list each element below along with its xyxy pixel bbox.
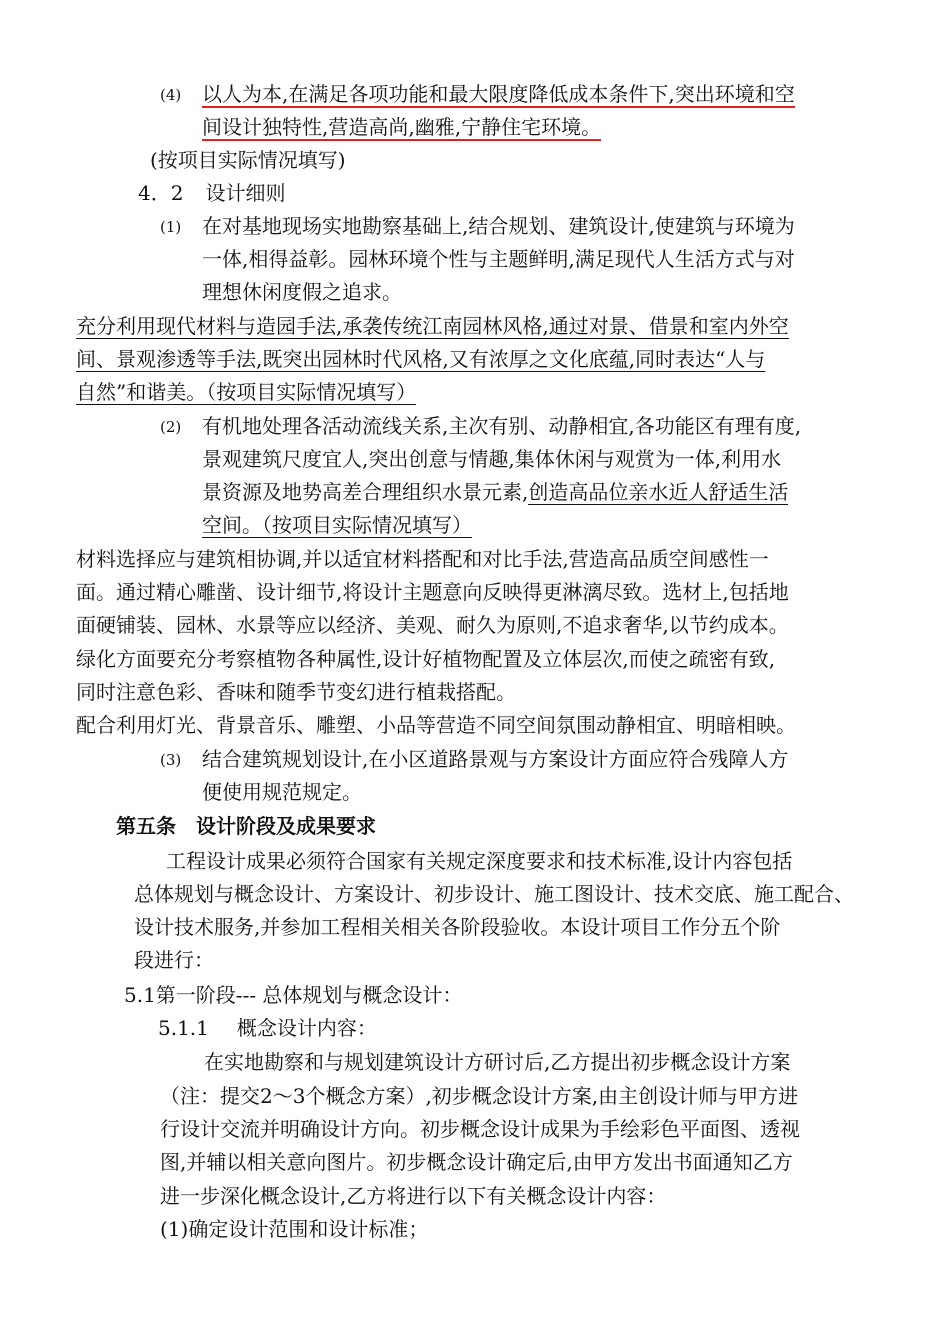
paragraph-line: 工程设计成果必须符合国家有关规定深度要求和技术标准,设计内容包括 bbox=[166, 849, 793, 873]
article-heading: 第五条 设计阶段及成果要求 bbox=[116, 814, 376, 838]
item-number: (4) bbox=[160, 86, 182, 104]
item-number: (3) bbox=[160, 751, 182, 769]
underlined-line: 空间。（按项目实际情况填写） bbox=[202, 513, 472, 537]
paragraph-line: 便使用规范规定。 bbox=[202, 780, 362, 804]
paragraph-line: 面。通过精心雕凿、设计细节,将设计主题意向反映得更淋漓尽致。选材上,包括地 bbox=[76, 580, 789, 604]
subsubsection-title: 概念设计内容： bbox=[236, 1016, 377, 1040]
paragraph-line: 行设计交流并明确设计方向。初步概念设计成果为手绘彩色平面图、透视 bbox=[160, 1117, 800, 1141]
section-heading bbox=[138, 178, 285, 208]
paragraph-line: （注：提交2～3个概念方案）,初步概念设计方案,由主创设计师与甲方进 bbox=[160, 1084, 799, 1108]
item-number: (2) bbox=[160, 418, 182, 436]
paragraph-line: 段进行： bbox=[134, 948, 214, 972]
paragraph-line: 景资源及地势高差合理组织水景元素,创造高品位亲水近人舒适生活 bbox=[202, 480, 789, 504]
paragraph-line: 理想休闲度假之追求。 bbox=[202, 280, 402, 304]
item-4-line: 以人为本,在满足各项功能和最大限度降低成本条件下,突出环境和空 bbox=[202, 82, 795, 106]
paragraph-line: 总体规划与概念设计、方案设计、初步设计、施工图设计、技术交底、施工配合、 bbox=[134, 882, 854, 906]
section-title: 设计细则 bbox=[205, 181, 286, 205]
underlined-line: 间、景观渗透等手法,既突出园林时代风格,又有浓厚之文化底蕴,同时表达“人与 bbox=[76, 347, 766, 371]
paragraph-line: 景观建筑尺度宜人,突出创意与情趣,集体休闲与观赏为一体,利用水 bbox=[202, 447, 782, 471]
paragraph-line: 设计技术服务,并参加工程相关相关各阶段验收。本设计项目工作分五个阶 bbox=[134, 915, 781, 939]
item-4-line: 间设计独特性,营造高尚,幽雅,宁静住宅环境。 bbox=[202, 115, 602, 139]
paragraph-line: 在对基地现场实地勘察基础上,结合规划、建筑设计,使建筑与环境为 bbox=[202, 214, 795, 238]
paragraph-line: 材料选择应与建筑相协调,并以适宜材料搭配和对比手法,营造高品质空间感性一 bbox=[76, 547, 769, 571]
paragraph-line: 结合建筑规划设计,在小区道路景观与方案设计方面应符合残障人方 bbox=[202, 747, 789, 771]
list-item: (1)确定设计范围和设计标准； bbox=[160, 1217, 429, 1241]
paragraph-line: 进一步深化概念设计,乙方将进行以下有关概念设计内容： bbox=[160, 1184, 667, 1208]
paragraph-line: 有机地处理各活动流线关系,主次有别、动静相宜,各功能区有理有度, bbox=[202, 414, 802, 438]
paragraph-line: 面硬铺装、园林、水景等应以经济、美观、耐久为原则,不追求奢华,以节约成本。 bbox=[76, 613, 789, 637]
paragraph-line: 同时注意色彩、香味和随季节变幻进行植栽搭配。 bbox=[76, 680, 516, 704]
fill-in-note: (按项目实际情况填写) bbox=[150, 148, 346, 172]
paragraph-line: 绿化方面要充分考察植物各种属性,设计好植物配置及立体层次,而使之疏密有致, bbox=[76, 647, 776, 671]
underlined-line: 自然”和谐美。（按项目实际情况填写） bbox=[76, 380, 417, 404]
item-number: (1) bbox=[160, 218, 182, 236]
paragraph-line: 在实地勘察和与规划建筑设计方研讨后,乙方提出初步概念设计方案 bbox=[204, 1050, 791, 1074]
subsection-heading: 5.1第一阶段--- 总体规划与概念设计： bbox=[124, 983, 463, 1007]
paragraph-line: 配合利用灯光、背景音乐、雕塑、小品等营造不同空间氛围动静相宜、明暗相映。 bbox=[76, 713, 796, 737]
section-number: 4．2 bbox=[138, 181, 184, 205]
subsubsection-number: 5.1.1 bbox=[158, 1016, 209, 1040]
paragraph-line: 图,并辅以相关意向图片。初步概念设计确定后,由甲方发出书面通知乙方 bbox=[160, 1150, 793, 1174]
subsubsection-heading bbox=[158, 1013, 377, 1043]
paragraph-line: 一体,相得益彰。园林环境个性与主题鲜明,满足现代人生活方式与对 bbox=[202, 247, 795, 271]
underlined-line: 充分利用现代材料与造园手法,承袭传统江南园林风格,通过对景、借景和室内外空 bbox=[76, 314, 789, 338]
